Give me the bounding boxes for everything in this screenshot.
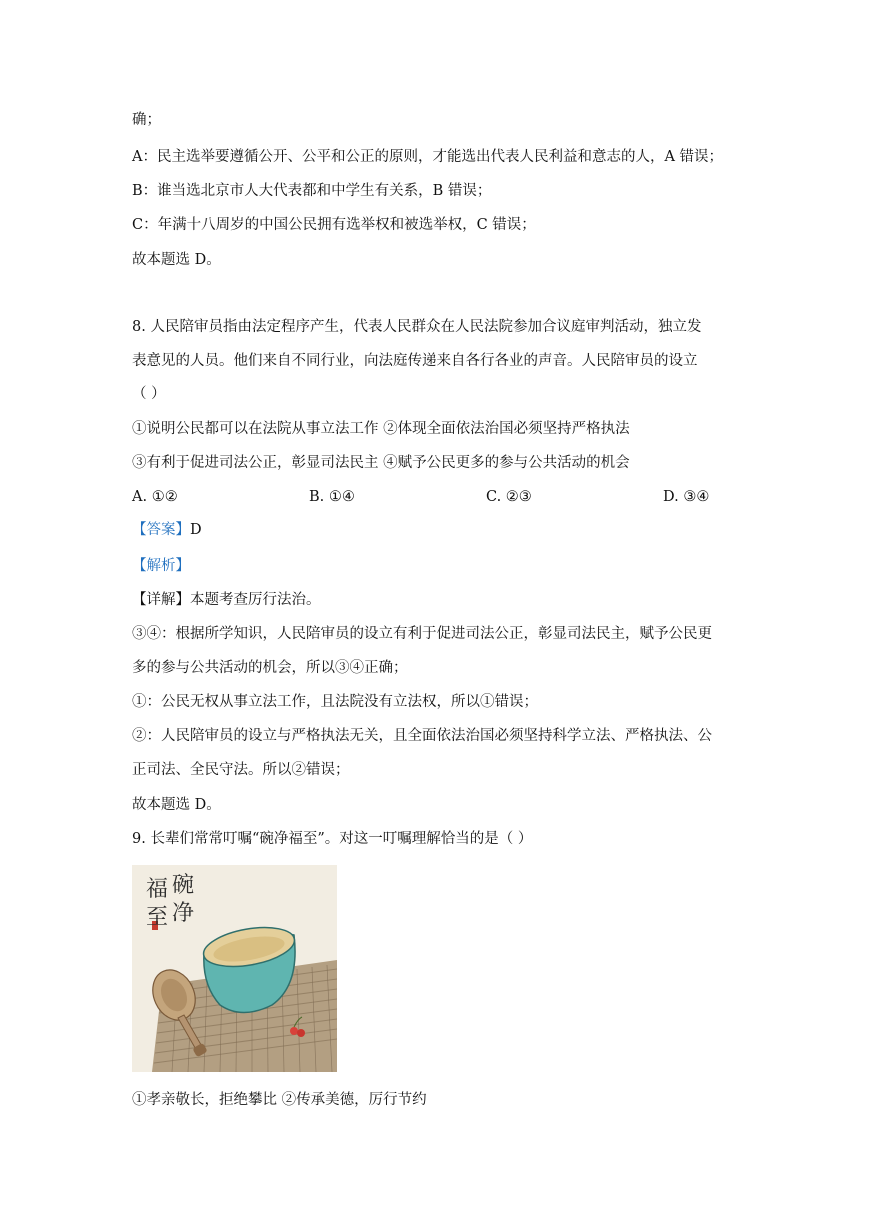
conclusion-line: 故本题选 D。 (132, 797, 221, 813)
text-line: C：年满十八周岁的中国公民拥有选举权和被选举权，C 错误； (132, 217, 536, 233)
option-a: A. ①② (132, 489, 178, 505)
text-line: 确； (132, 112, 161, 128)
detail-line: 【详解】本题考查厉行法治。 (132, 592, 321, 608)
bowl-illustration (132, 865, 337, 1072)
explanation-line: ③④：根据所学知识，人民陪审员的设立有利于促进司法公正，彰显司法民主，赋予公民更 (132, 626, 712, 642)
question-stem: 8. 人民陪审员指由法定程序产生，代表人民群众在人民法院参加合议庭审判活动，独立发 (132, 319, 702, 335)
text-line: A：民主选举要遵循公开、公平和公正的原则，才能选出代表人民利益和意志的人，A 错误； (132, 149, 724, 165)
statement-line: ①说明公民都可以在法院从事立法工作 ②体现全面依法治国必须坚持严格执法 (132, 421, 630, 437)
calligraphy-char: 碗 (172, 873, 195, 898)
text-line: 故本题选 D。 (132, 252, 221, 268)
answer-value: D (190, 522, 202, 538)
question-stem: 表意见的人员。他们来自不同行业，向法庭传递来自各行各业的声音。人民陪审员的设立 (132, 353, 698, 369)
calligraphy-char: 净 (172, 901, 195, 926)
calligraphy-char: 福 (146, 877, 169, 902)
answer-tag: 【答案】 (132, 522, 190, 538)
answer-blank: （ ） (132, 386, 166, 402)
explanation-line: 正司法、全民守法。所以②错误； (132, 762, 350, 778)
statement-line: ①孝亲敬长，拒绝攀比 ②传承美德，厉行节约 (132, 1092, 427, 1108)
answer-line (132, 520, 202, 540)
calligraphy-char: 至 (146, 905, 169, 930)
explanation-line: 多的参与公共活动的机会，所以③④正确； (132, 660, 408, 676)
statement-line: ③有利于促进司法公正，彰显司法民主 ④赋予公民更多的参与公共活动的机会 (132, 455, 630, 471)
question-stem: 9. 长辈们常常叮嘱“碗净福至”。对这一叮嘱理解恰当的是（ ） (132, 831, 533, 847)
option-d: D. ③④ (663, 489, 710, 505)
option-b: B. ①④ (309, 489, 355, 505)
option-c: C. ②③ (486, 489, 532, 505)
text-line: B：谁当选北京市人大代表都和中学生有关系，B 错误； (132, 183, 492, 199)
explanation-line: ①：公民无权从事立法工作，且法院没有立法权，所以①错误； (132, 694, 538, 710)
explanation-line: ②：人民陪审员的设立与严格执法无关，且全面依法治国必须坚持科学立法、严格执法、公 (132, 728, 712, 744)
analysis-tag: 【解析】 (132, 558, 190, 574)
